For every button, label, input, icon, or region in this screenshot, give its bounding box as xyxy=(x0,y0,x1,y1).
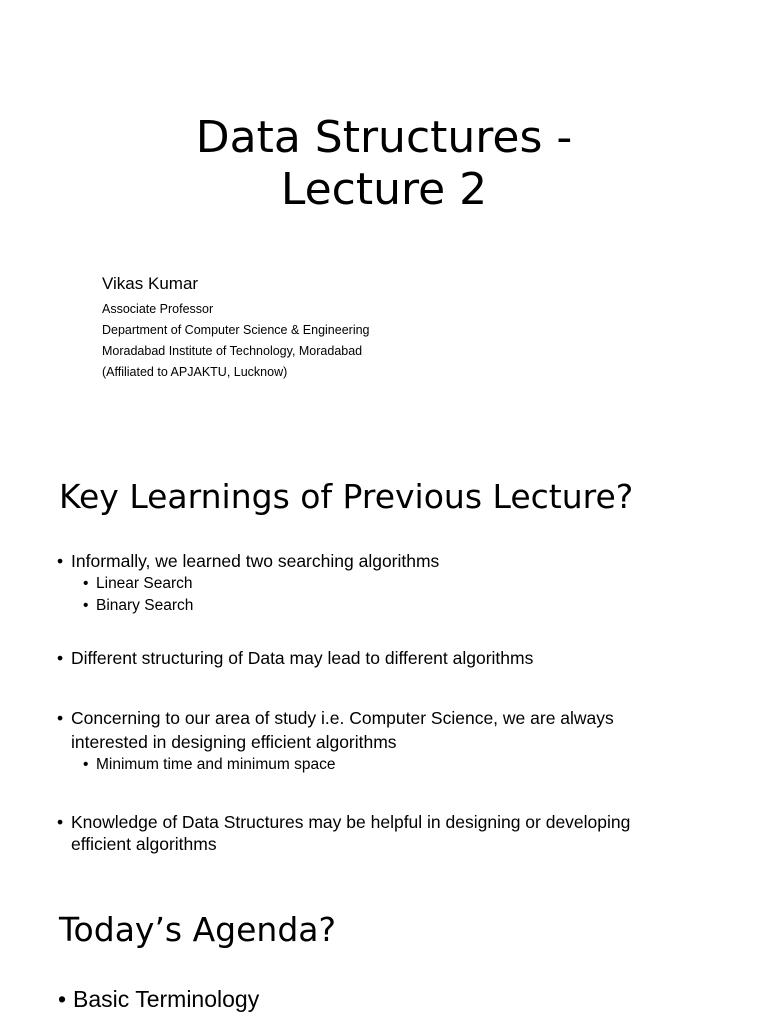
bullet-item: • Informally, we learned two searching algorithms xyxy=(57,549,737,573)
bullet-line: interested in designing efficient algorithms xyxy=(71,732,397,752)
author-designation: Associate Professor xyxy=(102,302,214,316)
agenda-heading: Today’s Agenda? xyxy=(59,910,337,949)
author-name: Vikas Kumar xyxy=(102,274,199,293)
bullet-item: • Different structuring of Data may lead to different algorithms xyxy=(57,646,737,670)
bullet-item xyxy=(57,811,737,855)
agenda-bullet-item: • Basic Terminology xyxy=(58,984,259,1014)
author-department: Department of Computer Science & Engineering xyxy=(102,323,370,337)
bullet-line: Concerning to our area of study i.e. Computer Science, we are always xyxy=(71,708,614,728)
author-institute: Moradabad Institute of Technology, Moradabad xyxy=(102,344,363,358)
author-affiliation: (Affiliated to APJAKTU, Lucknow) xyxy=(102,365,288,379)
bullet-group-1 xyxy=(57,549,737,617)
slide-title xyxy=(0,112,768,216)
bullet-line: Knowledge of Data Structures may be helpful in designing or developing xyxy=(71,812,631,832)
bullet-item xyxy=(57,706,737,754)
slide-title-line-1: Data Structures - xyxy=(195,112,573,163)
author-block xyxy=(102,272,370,383)
sub-bullet-item: • Linear Search xyxy=(57,573,737,595)
bullet-group-2 xyxy=(57,646,737,670)
bullet-group-4 xyxy=(57,811,737,855)
slide-title-line-2: Lecture 2 xyxy=(280,164,488,215)
bullet-group-3 xyxy=(57,706,737,776)
sub-bullet-item: • Binary Search xyxy=(57,595,737,617)
bullet-line: efficient algorithms xyxy=(71,834,217,854)
key-learnings-heading: Key Learnings of Previous Lecture? xyxy=(59,477,634,516)
sub-bullet-item: • Minimum time and minimum space xyxy=(57,754,737,776)
